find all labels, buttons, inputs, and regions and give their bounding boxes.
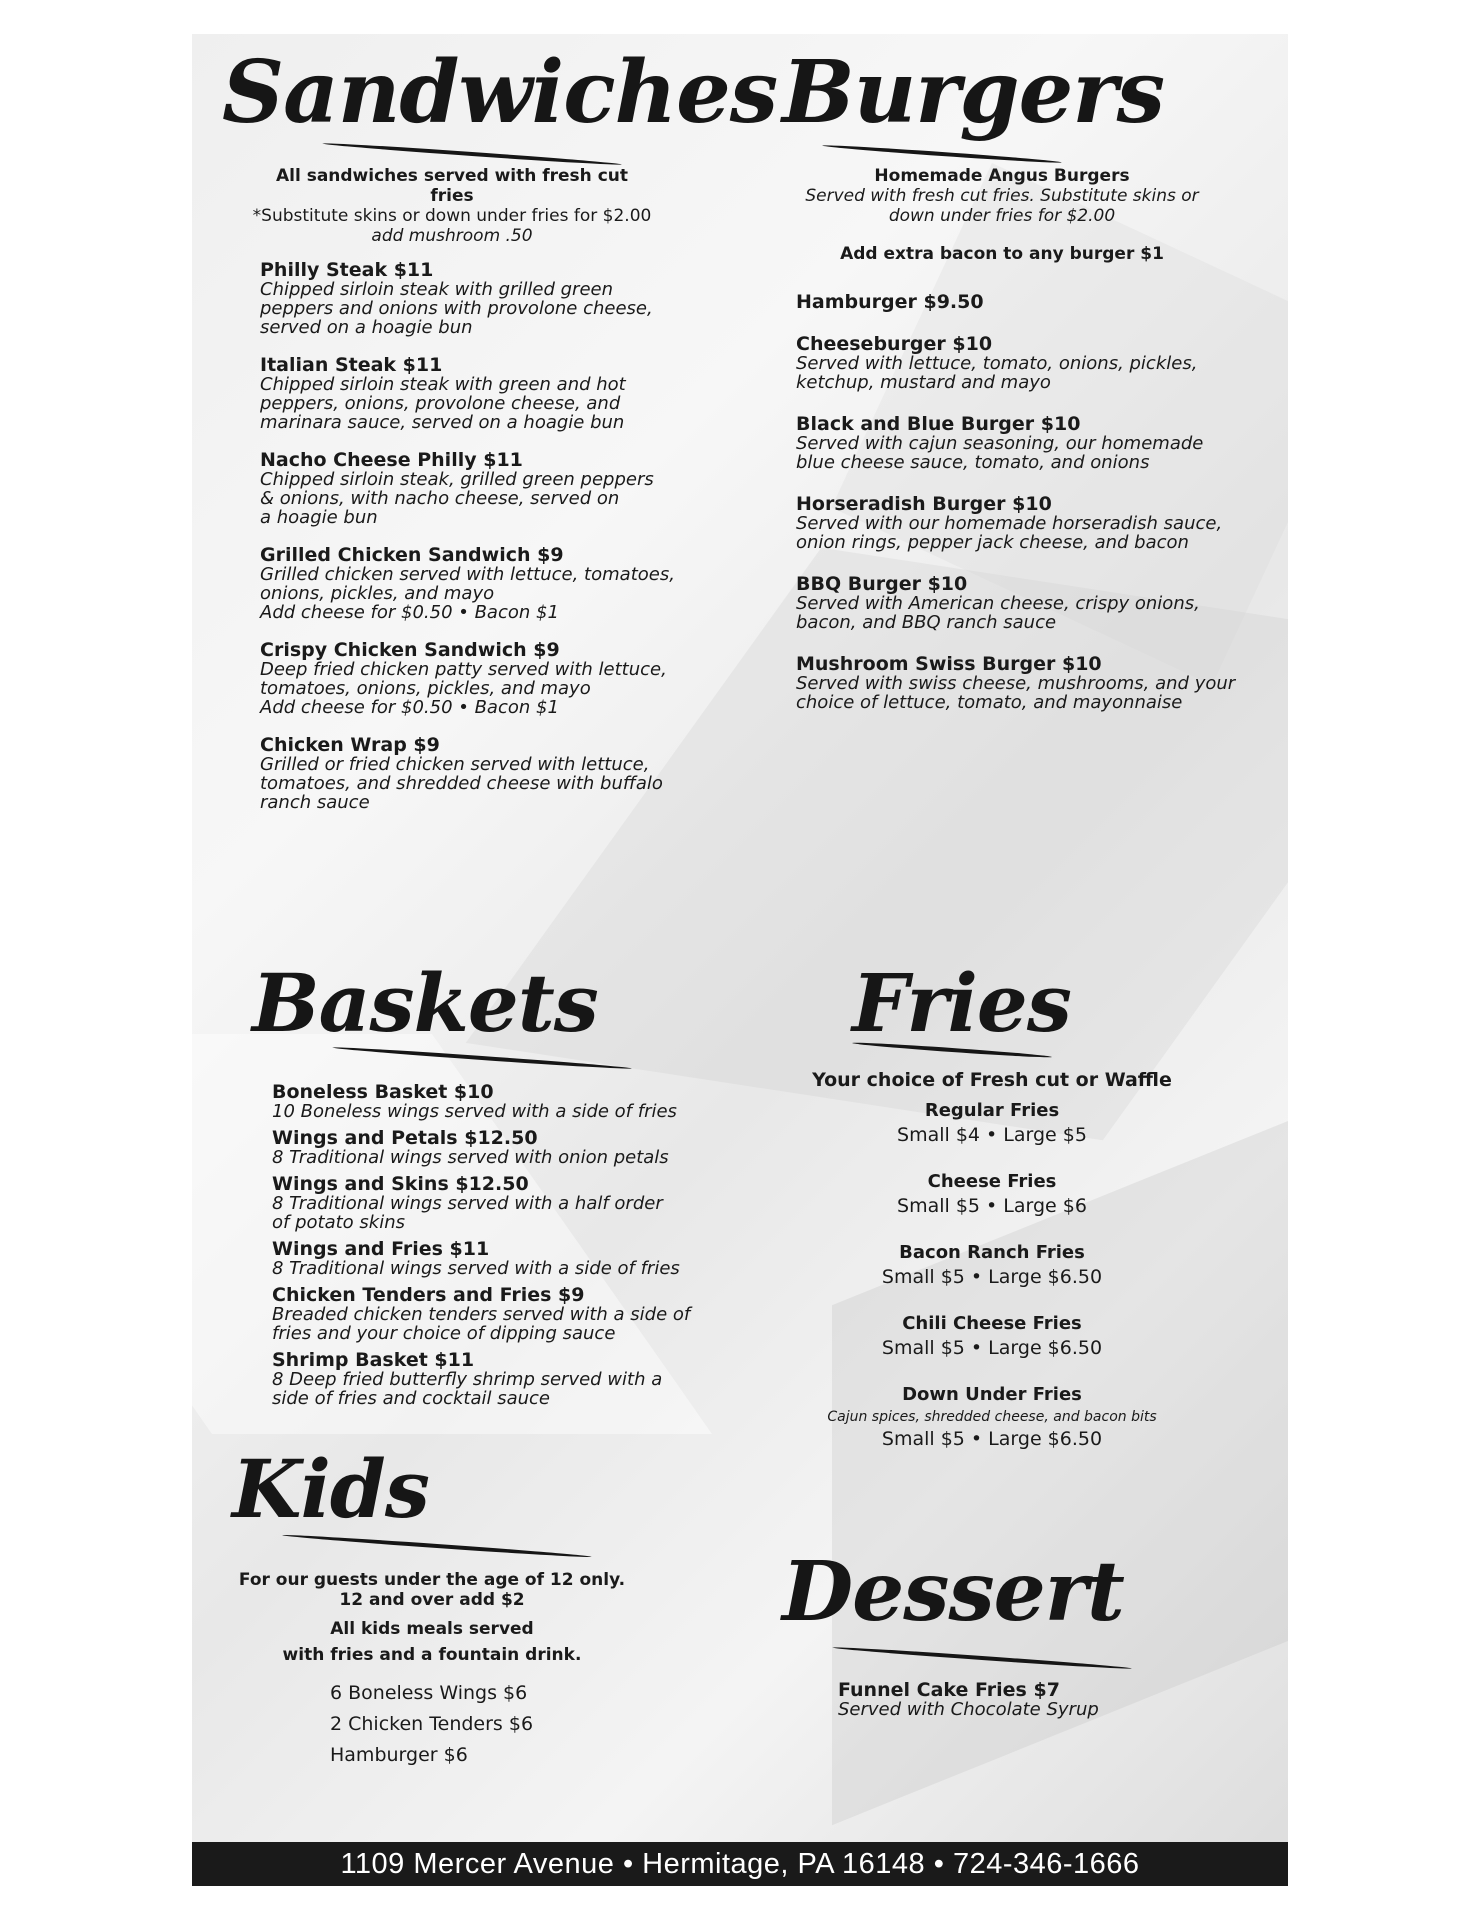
item-name: Italian Steak $11 xyxy=(260,354,443,376)
sandwiches-note-bold: All sandwiches served with fresh cut fries xyxy=(275,166,629,206)
item-name: Cheeseburger $10 xyxy=(796,333,993,355)
menu-item xyxy=(796,494,1236,552)
fries-item-price: Small $5 • Large $6.50 xyxy=(881,1428,1103,1450)
burgers-note-1: Served with fresh cut fries. Substitute skins or xyxy=(805,186,1199,206)
item-description: 10 Boneless wings served with a side of fries xyxy=(272,1101,677,1122)
kids-intro xyxy=(232,1570,632,1668)
menu-item xyxy=(260,260,680,337)
menu-item xyxy=(260,735,680,812)
item-description: marinara sauce, served on a hoagie bun xyxy=(260,412,625,433)
menu-item xyxy=(260,450,680,527)
fries-item-name: Bacon Ranch Fries xyxy=(899,1242,1085,1263)
burgers-extra-note: Add extra bacon to any burger $1 xyxy=(840,244,1164,264)
menu-page xyxy=(192,34,1288,1884)
item-description: Chipped sirloin steak with green and hot xyxy=(260,374,626,395)
fries-item xyxy=(812,1311,1172,1360)
item-name: Philly Steak $11 xyxy=(260,259,434,281)
item-name: BBQ Burger $10 xyxy=(796,573,968,595)
fries-item-price: Small $4 • Large $5 xyxy=(897,1124,1087,1146)
kids-list xyxy=(330,1678,630,1771)
item-name: Nacho Cheese Philly $11 xyxy=(260,449,523,471)
item-description: 8 Traditional wings served with onion petals xyxy=(272,1147,669,1168)
item-description: served on a hoagie bun xyxy=(260,317,473,338)
item-name: Crispy Chicken Sandwich $9 xyxy=(260,639,560,661)
item-name: Wings and Skins $12.50 xyxy=(272,1173,529,1195)
item-name: Wings and Petals $12.50 xyxy=(272,1127,538,1149)
fries-item-price: Small $5 • Large $6.50 xyxy=(881,1337,1103,1359)
fries-item-price: Small $5 • Large $6 xyxy=(897,1195,1087,1217)
item-description: Add cheese for $0.50 • Bacon $1 xyxy=(260,602,559,623)
burgers-note-bold: Homemade Angus Burgers xyxy=(874,166,1130,186)
footer-address: 1109 Mercer Avenue • Hermitage, PA 16148 • 724-346-1666 xyxy=(340,1847,1140,1880)
title-swash xyxy=(822,144,1062,165)
menu-item xyxy=(260,355,680,432)
item-name: Boneless Basket $10 xyxy=(272,1081,494,1103)
kids-item: 2 Chicken Tenders $6 xyxy=(330,1713,534,1735)
fries-title: Fries xyxy=(852,956,1071,1050)
item-description: tomatoes, and shredded cheese with buffalo xyxy=(260,773,663,794)
item-description: Chipped sirloin steak with grilled green xyxy=(260,279,614,300)
menu-item xyxy=(272,1239,692,1278)
menu-item xyxy=(272,1082,692,1121)
item-description: onions, pickles, and mayo xyxy=(260,583,495,604)
sandwiches-title: Sandwiches xyxy=(222,42,778,143)
fries-item-note: Cajun spices, shredded cheese, and bacon bits xyxy=(827,1409,1157,1425)
item-description: 8 Traditional wings served with a half order xyxy=(272,1193,663,1214)
sandwiches-list xyxy=(260,260,680,830)
item-description: peppers and onions with provolone cheese, xyxy=(260,298,653,319)
item-description: Add cheese for $0.50 • Bacon $1 xyxy=(260,697,559,718)
menu-item xyxy=(260,545,680,622)
kids-line-3: All kids meals served xyxy=(330,1619,534,1639)
item-description: Served with lettuce, tomato, onions, pickles, xyxy=(796,353,1198,374)
burgers-intro xyxy=(792,166,1212,264)
menu-item xyxy=(260,640,680,717)
item-name: Wings and Fries $11 xyxy=(272,1238,490,1260)
item-description: blue cheese sauce, tomato, and onions xyxy=(796,452,1150,473)
item-description: Served with cajun seasoning, our homemade xyxy=(796,433,1204,454)
fries-intro: Your choice of Fresh cut or Waffle xyxy=(812,1069,1172,1091)
item-description: Served with swiss cheese, mushrooms, and your xyxy=(796,673,1236,694)
item-description: ranch sauce xyxy=(260,792,370,813)
item-name: Funnel Cake Fries $7 xyxy=(838,1679,1060,1701)
dessert-list xyxy=(838,1680,1218,1719)
menu-item xyxy=(796,654,1236,712)
kids-line-4: with fries and a fountain drink. xyxy=(282,1645,582,1665)
item-description: Breaded chicken tenders served with a side of xyxy=(272,1304,691,1325)
item-description: & onions, with nacho cheese, served on xyxy=(260,488,620,509)
menu-item xyxy=(796,414,1236,472)
item-description: ketchup, mustard and mayo xyxy=(796,372,1051,393)
item-name: Grilled Chicken Sandwich $9 xyxy=(260,544,564,566)
menu-item xyxy=(838,1680,1218,1719)
fries-item-name: Chili Cheese Fries xyxy=(902,1313,1082,1334)
fries-item xyxy=(812,1240,1172,1289)
item-description: Served with Chocolate Syrup xyxy=(838,1699,1099,1720)
burgers-list xyxy=(796,292,1236,734)
item-description: 8 Traditional wings served with a side of fries xyxy=(272,1258,680,1279)
item-description: a hoagie bun xyxy=(260,507,378,528)
item-name: Black and Blue Burger $10 xyxy=(796,413,1081,435)
menu-item xyxy=(796,574,1236,632)
menu-item xyxy=(272,1350,692,1408)
item-description: 8 Deep fried butterfly shrimp served with a xyxy=(272,1369,663,1390)
item-name: Chicken Wrap $9 xyxy=(260,734,440,756)
item-description: Grilled chicken served with lettuce, tomatoes, xyxy=(260,564,675,585)
fries-item-price: Small $5 • Large $6.50 xyxy=(881,1266,1103,1288)
kids-line-2: 12 and over add $2 xyxy=(339,1590,525,1610)
sandwiches-note-1: *Substitute skins or down under fries for $2.00 xyxy=(252,206,652,226)
kids-item: Hamburger $6 xyxy=(330,1744,468,1766)
address-footer xyxy=(192,1842,1288,1886)
kids-line-1: For our guests under the age of 12 only. xyxy=(238,1570,626,1590)
menu-item xyxy=(796,334,1236,392)
sandwiches-intro xyxy=(252,166,652,246)
item-description: Deep fried chicken patty served with lettuce, xyxy=(260,659,667,680)
item-name: Shrimp Basket $11 xyxy=(272,1349,475,1371)
dessert-title: Dessert xyxy=(782,1544,1124,1640)
item-description: peppers, onions, provolone cheese, and xyxy=(260,393,621,414)
kids-item: 6 Boneless Wings $6 xyxy=(330,1682,528,1704)
item-name: Hamburger $9.50 xyxy=(796,291,984,313)
baskets-title: Baskets xyxy=(252,956,598,1050)
item-description: tomatoes, onions, pickles, and mayo xyxy=(260,678,591,699)
item-name: Mushroom Swiss Burger $10 xyxy=(796,653,1102,675)
burgers-title: Burgers xyxy=(782,42,1165,143)
menu-item xyxy=(272,1285,692,1343)
item-name: Horseradish Burger $10 xyxy=(796,493,1052,515)
menu-item xyxy=(272,1174,692,1232)
item-description: Served with our homemade horseradish sauce, xyxy=(796,513,1223,534)
item-description: fries and your choice of dipping sauce xyxy=(272,1323,616,1344)
item-description: Served with American cheese, crispy onions, xyxy=(796,593,1200,614)
kids-title: Kids xyxy=(232,1442,429,1536)
item-description: bacon, and BBQ ranch sauce xyxy=(796,612,1057,633)
item-name: Chicken Tenders and Fries $9 xyxy=(272,1284,585,1306)
fries-item xyxy=(812,1382,1172,1451)
fries-item-name: Down Under Fries xyxy=(902,1384,1082,1405)
item-description: side of fries and cocktail sauce xyxy=(272,1388,550,1409)
baskets-list xyxy=(272,1082,692,1415)
fries-item-name: Regular Fries xyxy=(924,1100,1060,1121)
item-description: of potato skins xyxy=(272,1212,405,1233)
burgers-note-2: down under fries for $2.00 xyxy=(888,206,1116,226)
item-description: choice of lettuce, tomato, and mayonnaise xyxy=(796,692,1183,713)
fries-item xyxy=(812,1098,1172,1147)
sandwiches-note-2: add mushroom .50 xyxy=(371,226,533,246)
item-description: Chipped sirloin steak, grilled green peppers xyxy=(260,469,654,490)
title-swash xyxy=(282,1533,592,1559)
menu-item xyxy=(796,292,1236,312)
fries-item-name: Cheese Fries xyxy=(927,1171,1057,1192)
item-description: Grilled or fried chicken served with lettuce, xyxy=(260,754,650,775)
fries-list xyxy=(812,1068,1172,1473)
title-swash xyxy=(322,142,622,167)
menu-item xyxy=(272,1128,692,1167)
item-description: onion rings, pepper jack cheese, and bacon xyxy=(796,532,1189,553)
fries-item xyxy=(812,1169,1172,1218)
